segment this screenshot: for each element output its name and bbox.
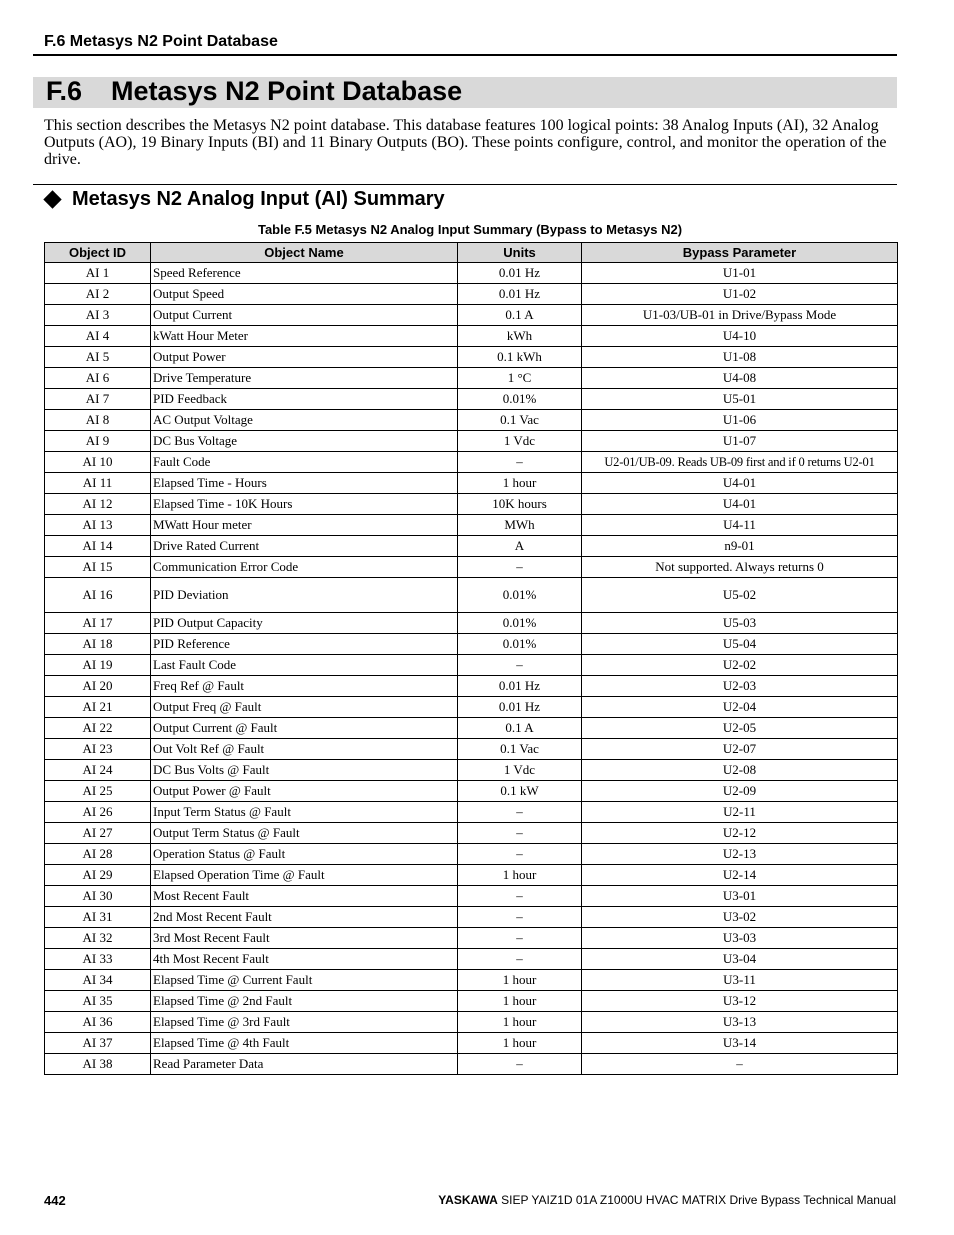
bypass-parameter-cell: U2-08 — [582, 760, 898, 781]
units-cell: 0.1 kWh — [458, 347, 582, 368]
object-id-cell: AI 16 — [45, 578, 151, 613]
subheading-rule — [33, 184, 897, 185]
units-cell: 1 hour — [458, 473, 582, 494]
object-name-cell: Read Parameter Data — [151, 1054, 458, 1075]
object-id-cell: AI 2 — [45, 284, 151, 305]
units-cell: 0.1 kW — [458, 781, 582, 802]
table-header-row — [45, 243, 898, 263]
bypass-parameter-cell: U2-02 — [582, 655, 898, 676]
table-row — [45, 263, 898, 284]
units-cell: 0.1 Vac — [458, 739, 582, 760]
object-name-cell: MWatt Hour meter — [151, 515, 458, 536]
table-row — [45, 557, 898, 578]
bypass-parameter-cell: U5-01 — [582, 389, 898, 410]
units-cell: 0.01% — [458, 634, 582, 655]
object-id-cell: AI 4 — [45, 326, 151, 347]
analog-input-table — [44, 242, 898, 1075]
table-row — [45, 697, 898, 718]
object-name-cell: Elapsed Time @ 4th Fault — [151, 1033, 458, 1054]
bypass-parameter-cell: U4-01 — [582, 473, 898, 494]
table-row — [45, 284, 898, 305]
units-cell: 0.1 A — [458, 718, 582, 739]
object-id-cell: AI 5 — [45, 347, 151, 368]
header-object-name: Object Name — [151, 243, 458, 263]
object-id-cell: AI 38 — [45, 1054, 151, 1075]
table-row — [45, 718, 898, 739]
bypass-parameter-cell: U4-10 — [582, 326, 898, 347]
bypass-parameter-cell: – — [582, 1054, 898, 1075]
object-name-cell: Operation Status @ Fault — [151, 844, 458, 865]
table-row — [45, 928, 898, 949]
units-cell: MWh — [458, 515, 582, 536]
object-id-cell: AI 23 — [45, 739, 151, 760]
units-cell: 0.1 A — [458, 305, 582, 326]
object-name-cell: kWatt Hour Meter — [151, 326, 458, 347]
object-name-cell: AC Output Voltage — [151, 410, 458, 431]
table-body — [45, 263, 898, 1075]
units-cell: – — [458, 557, 582, 578]
table-row — [45, 634, 898, 655]
bypass-parameter-cell: U2-11 — [582, 802, 898, 823]
bypass-parameter-cell: U2-12 — [582, 823, 898, 844]
units-cell: 1 hour — [458, 991, 582, 1012]
bypass-parameter-cell: U3-14 — [582, 1033, 898, 1054]
units-cell: – — [458, 1054, 582, 1075]
table-row — [45, 431, 898, 452]
table-row — [45, 473, 898, 494]
object-name-cell: DC Bus Voltage — [151, 431, 458, 452]
object-id-cell: AI 20 — [45, 676, 151, 697]
table-row — [45, 1012, 898, 1033]
units-cell: 0.01% — [458, 613, 582, 634]
diamond-bullet-icon — [43, 190, 61, 208]
table-row — [45, 781, 898, 802]
units-cell: 1 hour — [458, 1012, 582, 1033]
table-row — [45, 452, 898, 473]
bypass-parameter-cell: U3-13 — [582, 1012, 898, 1033]
object-name-cell: 4th Most Recent Fault — [151, 949, 458, 970]
object-name-cell: Last Fault Code — [151, 655, 458, 676]
object-name-cell: PID Feedback — [151, 389, 458, 410]
table-row — [45, 655, 898, 676]
table-row — [45, 347, 898, 368]
table-row — [45, 991, 898, 1012]
table-row — [45, 1054, 898, 1075]
table-row — [45, 823, 898, 844]
object-name-cell: PID Output Capacity — [151, 613, 458, 634]
bypass-parameter-cell: U1-06 — [582, 410, 898, 431]
object-name-cell: Output Power — [151, 347, 458, 368]
object-name-cell: Output Term Status @ Fault — [151, 823, 458, 844]
bypass-parameter-cell: U1-08 — [582, 347, 898, 368]
bypass-parameter-cell: U1-07 — [582, 431, 898, 452]
running-header: F.6 Metasys N2 Point Database — [44, 33, 278, 50]
bypass-parameter-cell: U2-09 — [582, 781, 898, 802]
table-row — [45, 389, 898, 410]
units-cell: 0.01 Hz — [458, 284, 582, 305]
object-name-cell: Input Term Status @ Fault — [151, 802, 458, 823]
units-cell: – — [458, 928, 582, 949]
section-number: F.6 — [46, 76, 83, 106]
object-name-cell: Output Freq @ Fault — [151, 697, 458, 718]
object-id-cell: AI 3 — [45, 305, 151, 326]
bypass-parameter-cell: U3-12 — [582, 991, 898, 1012]
object-id-cell: AI 13 — [45, 515, 151, 536]
object-name-cell: PID Reference — [151, 634, 458, 655]
table-row — [45, 865, 898, 886]
object-id-cell: AI 27 — [45, 823, 151, 844]
table-row — [45, 368, 898, 389]
table-row — [45, 802, 898, 823]
object-name-cell: Output Power @ Fault — [151, 781, 458, 802]
object-id-cell: AI 10 — [45, 452, 151, 473]
object-id-cell: AI 33 — [45, 949, 151, 970]
object-name-cell: Drive Temperature — [151, 368, 458, 389]
object-id-cell: AI 28 — [45, 844, 151, 865]
bypass-parameter-cell: U3-04 — [582, 949, 898, 970]
object-id-cell: AI 29 — [45, 865, 151, 886]
bypass-parameter-cell: U4-01 — [582, 494, 898, 515]
object-name-cell: Elapsed Time - Hours — [151, 473, 458, 494]
units-cell: – — [458, 907, 582, 928]
object-id-cell: AI 17 — [45, 613, 151, 634]
units-cell: 10K hours — [458, 494, 582, 515]
object-name-cell: Elapsed Time - 10K Hours — [151, 494, 458, 515]
units-cell: – — [458, 886, 582, 907]
table-row — [45, 494, 898, 515]
object-id-cell: AI 25 — [45, 781, 151, 802]
object-id-cell: AI 7 — [45, 389, 151, 410]
manual-title: SIEP YAIZ1D 01A Z1000U HVAC MATRIX Drive Bypass Technical Manual — [497, 1193, 896, 1207]
bypass-parameter-cell: U2-14 — [582, 865, 898, 886]
object-name-cell: Fault Code — [151, 452, 458, 473]
units-cell: – — [458, 452, 582, 473]
bypass-parameter-cell: U1-01 — [582, 263, 898, 284]
units-cell: – — [458, 823, 582, 844]
intro-paragraph: This section describes the Metasys N2 point database. This database features 100 logical points: 38 Analog Inputs (AI), 32 Analog Outputs (AO), 19 Binary Inputs (BI) and 11 Binary Outputs (BO). These points configure, control, and monitor the operation of the drive. — [44, 117, 887, 168]
object-id-cell: AI 9 — [45, 431, 151, 452]
object-name-cell: PID Deviation — [151, 578, 458, 613]
units-cell: 1 °C — [458, 368, 582, 389]
table-row — [45, 886, 898, 907]
object-name-cell: Elapsed Operation Time @ Fault — [151, 865, 458, 886]
object-name-cell: 3rd Most Recent Fault — [151, 928, 458, 949]
object-id-cell: AI 34 — [45, 970, 151, 991]
table-row — [45, 1033, 898, 1054]
table-row — [45, 578, 898, 613]
section-title-text: Metasys N2 Point Database — [111, 76, 463, 106]
bypass-parameter-cell: U3-01 — [582, 886, 898, 907]
brand-name: YASKAWA — [438, 1193, 498, 1207]
object-id-cell: AI 8 — [45, 410, 151, 431]
table-row — [45, 844, 898, 865]
subheading — [44, 188, 445, 211]
bypass-parameter-cell: U2-07 — [582, 739, 898, 760]
bypass-parameter-cell: U4-11 — [582, 515, 898, 536]
object-id-cell: AI 35 — [45, 991, 151, 1012]
object-id-cell: AI 1 — [45, 263, 151, 284]
header-bypass-parameter: Bypass Parameter — [582, 243, 898, 263]
table-row — [45, 739, 898, 760]
units-cell: A — [458, 536, 582, 557]
bypass-parameter-cell: U1-02 — [582, 284, 898, 305]
table-row — [45, 536, 898, 557]
object-name-cell: DC Bus Volts @ Fault — [151, 760, 458, 781]
bypass-parameter-cell: U3-03 — [582, 928, 898, 949]
table-caption: Table F.5 Metasys N2 Analog Input Summary (Bypass to Metasys N2) — [257, 222, 683, 237]
bypass-parameter-cell: n9-01 — [582, 536, 898, 557]
table-row — [45, 410, 898, 431]
header-rule — [33, 54, 897, 56]
table-row — [45, 613, 898, 634]
table-row — [45, 949, 898, 970]
page-number: 442 — [44, 1193, 66, 1208]
object-name-cell: Most Recent Fault — [151, 886, 458, 907]
bypass-parameter-cell: U3-11 — [582, 970, 898, 991]
object-id-cell: AI 12 — [45, 494, 151, 515]
units-cell: – — [458, 949, 582, 970]
section-title — [46, 76, 462, 107]
bypass-parameter-cell: U5-03 — [582, 613, 898, 634]
object-id-cell: AI 36 — [45, 1012, 151, 1033]
footer-manual-title — [438, 1193, 896, 1207]
object-id-cell: AI 26 — [45, 802, 151, 823]
units-cell: 1 Vdc — [458, 431, 582, 452]
object-name-cell: Freq Ref @ Fault — [151, 676, 458, 697]
header-units: Units — [458, 243, 582, 263]
object-name-cell: Elapsed Time @ 3rd Fault — [151, 1012, 458, 1033]
object-id-cell: AI 6 — [45, 368, 151, 389]
units-cell: 0.01 Hz — [458, 263, 582, 284]
table-row — [45, 515, 898, 536]
bypass-parameter-cell: U2-03 — [582, 676, 898, 697]
object-name-cell: Out Volt Ref @ Fault — [151, 739, 458, 760]
units-cell: 0.01% — [458, 389, 582, 410]
units-cell: 0.01% — [458, 578, 582, 613]
table-row — [45, 907, 898, 928]
table-row — [45, 970, 898, 991]
units-cell: 1 hour — [458, 970, 582, 991]
object-id-cell: AI 37 — [45, 1033, 151, 1054]
bypass-parameter-cell: Not supported. Always returns 0 — [582, 557, 898, 578]
object-name-cell: Elapsed Time @ Current Fault — [151, 970, 458, 991]
units-cell: – — [458, 844, 582, 865]
table-row — [45, 760, 898, 781]
units-cell: – — [458, 655, 582, 676]
object-name-cell: Output Speed — [151, 284, 458, 305]
object-id-cell: AI 32 — [45, 928, 151, 949]
object-name-cell: Drive Rated Current — [151, 536, 458, 557]
header-object-id: Object ID — [45, 243, 151, 263]
object-name-cell: Communication Error Code — [151, 557, 458, 578]
units-cell: 0.01 Hz — [458, 697, 582, 718]
object-id-cell: AI 22 — [45, 718, 151, 739]
units-cell: 1 Vdc — [458, 760, 582, 781]
bypass-parameter-cell: U3-02 — [582, 907, 898, 928]
subheading-text: Metasys N2 Analog Input (AI) Summary — [72, 188, 445, 210]
table-row — [45, 326, 898, 347]
bypass-parameter-cell: U2-04 — [582, 697, 898, 718]
object-name-cell: Output Current @ Fault — [151, 718, 458, 739]
bypass-parameter-cell: U2-05 — [582, 718, 898, 739]
object-name-cell: Output Current — [151, 305, 458, 326]
object-id-cell: AI 24 — [45, 760, 151, 781]
object-id-cell: AI 18 — [45, 634, 151, 655]
units-cell: – — [458, 802, 582, 823]
units-cell: 1 hour — [458, 1033, 582, 1054]
bypass-parameter-cell: U1-03/UB-01 in Drive/Bypass Mode — [582, 305, 898, 326]
table-row — [45, 305, 898, 326]
object-id-cell: AI 30 — [45, 886, 151, 907]
object-id-cell: AI 14 — [45, 536, 151, 557]
bypass-parameter-cell: U5-02 — [582, 578, 898, 613]
units-cell: 1 hour — [458, 865, 582, 886]
table-row — [45, 676, 898, 697]
object-id-cell: AI 21 — [45, 697, 151, 718]
object-id-cell: AI 19 — [45, 655, 151, 676]
object-id-cell: AI 31 — [45, 907, 151, 928]
units-cell: kWh — [458, 326, 582, 347]
object-id-cell: AI 15 — [45, 557, 151, 578]
bypass-parameter-cell: U2-13 — [582, 844, 898, 865]
bypass-parameter-cell: U4-08 — [582, 368, 898, 389]
bypass-parameter-cell: U2-01/UB-09. Reads UB-09 first and if 0 returns U2-01 — [582, 452, 898, 473]
object-name-cell: 2nd Most Recent Fault — [151, 907, 458, 928]
bypass-parameter-cell: U5-04 — [582, 634, 898, 655]
units-cell: 0.1 Vac — [458, 410, 582, 431]
units-cell: 0.01 Hz — [458, 676, 582, 697]
object-name-cell: Elapsed Time @ 2nd Fault — [151, 991, 458, 1012]
object-id-cell: AI 11 — [45, 473, 151, 494]
object-name-cell: Speed Reference — [151, 263, 458, 284]
